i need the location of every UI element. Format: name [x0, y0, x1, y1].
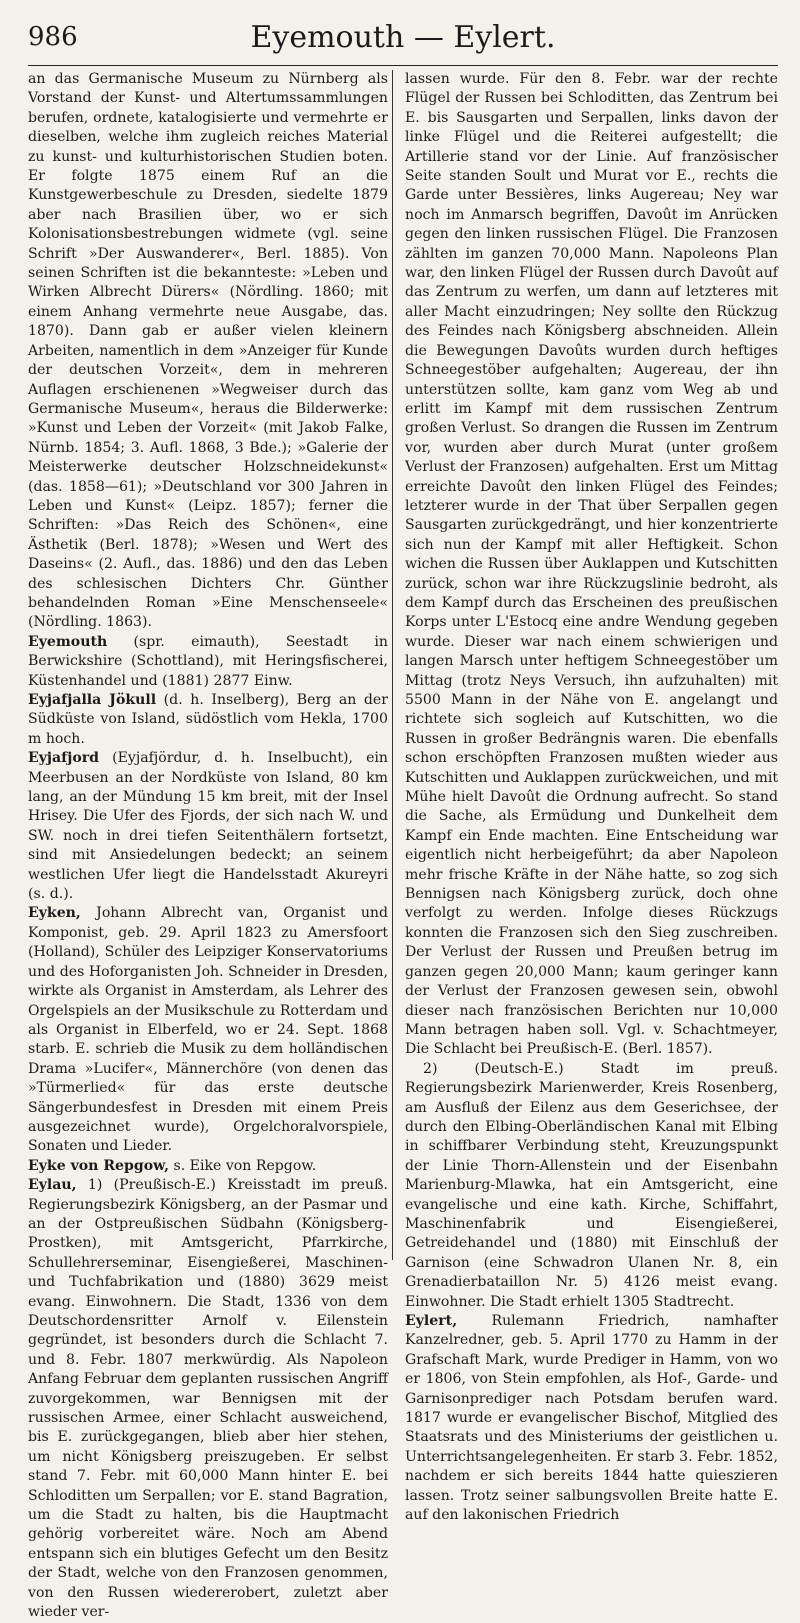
entry-eyjafjalla — [28, 691, 388, 749]
entry-eylau — [28, 1176, 388, 1622]
entry — [28, 70, 388, 633]
headword: Eyken, — [28, 905, 81, 922]
entry-text: an das Germanische Museum zu Nürnberg als Vorstand der Kunst- und Altertumssammlungen berufen, ordnete, katalogisierte und vermehrte er dieselben, welche ihm zugleich reiches Material zu kunst- und kulturhistorischen Studien boten. Er folgte 1875 einem Ruf an die Kunstgewerbeschule zu Dresden, siedelte 1879 aber nach Brasilien über, wo er sich Kolonisationsbestrebungen widmete (vgl. seine Schrift »Der Auswanderer«, Berl. 1885). Von seinen Schriften ist die bekannteste: »Leben und Wirken Albrecht Dürers« (Nördling. 1860; mit einem Anhang vermehrte neue Ausgabe, das. 1870). Dann gab er außer vielen kleinern Arbeiten, namentlich in dem »Anzeiger für Kunde der deutschen Vorzeit«, dem in mehreren Auflagen erschienenen »Wegweiser durch das Germanische Museum«, heraus die Bilderwerke: »Kunst und Leben der Vorzeit« (mit Jakob Falke, Nürnb. 1854; 3. Aufl. 1868, 3 Bde.); »Galerie der Meisterwerke deutscher Holzschneidekunst« (das. 1858—61); »Deutschland vor 300 Jahren in Leben und Kunst« (Leipz. 1857); ferner die Schriften: »Das Reich des Schönen«, eine Ästhetik (Berl. 1878); »Wesen und Wert des Daseins« (2. Aufl., das. 1886) und den das Leben des schlesischen Dichters Chr. Günther behandelnden Roman »Eine Menschenseele« (Nördling. 1863). — [28, 71, 388, 631]
headword: Eyjafjalla Jökull — [28, 692, 157, 708]
entry-text: Rulemann Friedrich, namhafter Kanzelredner, geb. 5. April 1770 zu Hamm in der Grafschaft Mark, wurde Prediger in Hamm, von wo er 1806, von Stein empfohlen, als Hof-, Garde- und Garnisonprediger nach Potsdam berufen ward. 1817 wurde er evangelischer Bischof, Mitglied des Staatsrats und des Ministeriums der geistlichen u. Unterrichtsangelegenheiten. Er starb 3. Febr. 1852, nachdem er sich bereits 1844 hatte quieszieren lassen. Trotz seiner salbungsvollen Breite hatte E. auf den lakonischen Friedrich — [405, 1313, 778, 1524]
entry-text: (Eyjafjördur, d. h. Inselbucht), ein Meerbusen an der Nordküste von Island, 80 km lang, an der Mündung 15 km breit, mit der Insel Hrisey. Die Ufer des Fjords, der sich nach W. und SW. noch in drei tiefen Seitenthälern fortsetzt, sind mit Ansiedelungen bedeckt; an seinem westlichen Ufer liegt die Handelsstadt Akureyri (s. d.). — [28, 750, 388, 903]
right-column — [405, 70, 778, 1525]
headword: Eylau, — [28, 1177, 77, 1194]
running-title: Eyemouth — Eylert. — [250, 20, 556, 55]
headword: Eyke von Repgow, — [28, 1157, 169, 1174]
entry-text: s. Eike von Repgow. — [169, 1157, 317, 1174]
headword: Eyjafjord — [28, 750, 100, 767]
entry-continuation — [405, 70, 778, 1060]
entry-eylau-2 — [405, 1060, 778, 1312]
entry-eyjafjord — [28, 749, 388, 904]
header-rule — [28, 65, 778, 66]
column-divider — [392, 70, 393, 1260]
entry-eyemouth — [28, 633, 388, 691]
page-number: 986 — [28, 22, 78, 52]
entry-eylert — [405, 1312, 778, 1525]
entry-text: (d. h. Inselberg), Berg an der Südküste von Island, südöstlich vom Hekla, 1700 m hoch. — [28, 692, 388, 747]
entry-text: lassen wurde. Für den 8. Febr. war der rechte Flügel der Russen bei Schloditten, das Zentrum bei E. bis Sausgarten und Serpallen, links davon der linke Flügel und die Reiterei aufgestellt; die Artillerie stand vor der Linie. Auf französischer Seite standen Soult und Murat vor E., rechts die Garde unter Bessières, links Augereau; Ney war noch im Anmarsch begriffen, Davoût im Anrücken gegen den linken russischen Flügel. Die Franzosen zählten im ganzen 70,000 Mann. Napoleons Plan war, den linken Flügel der Russen durch Davoût auf das Zentrum zu werfen, um dann auf letzteres mit aller Macht einzudringen; Ney sollte den Rückzug des Feindes nach Königsberg abschneiden. Allein die Bewegungen Davoûts wurden durch heftiges Schneegestöber aufgehalten; Augereau, der ihn unterstützen sollte, kam ganz vom Weg ab und erlitt im Kampf mit dem russischen Zentrum großen Verlust. So drangen die Russen im Zentrum vor, wurden aber durch Murat (unter großem Verlust der Franzosen) aufgehalten. Erst um Mittag erreichte Davoût den linken Flügel des Feindes; letzterer wurde in der That über Serpallen gegen Sausgarten zurückgedrängt, und hier konzentrierte sich nun der Kampf mit aller Heftigkeit. Schon wichen die Russen über Auklappen und Kutschitten zurück, schon war ihre Rückzugslinie bedroht, als dem Kampf durch das Erscheinen des preußischen Korps unter L'Estocq eine andre Wendung gegeben wurde. Dieser war nach einem schwierigen und langen Marsch unter heftigem Schneegestöber um Mittag (trotz Neys Versuch, ihn aufzuhalten) mit 5500 Mann in der Nähe von E. angelangt und richtete sich sogleich auf Kutschitten, wo die Russen in großer Bedrängnis waren. Die ebenfalls schon erschöpften Franzosen mußten wieder aus Kutschitten und Auklappen zurückweichen, und mit Mühe hielt Davoût die Ordnung aufrecht. So stand die Sache, als Ermüdung und Dunkelheit dem Kampf ein Ende machten. Eine Entscheidung war eigentlich nicht herbeigeführt; da aber Napoleon mehr frische Kräfte in der Nähe hatte, so zog sich Bennigsen nach Königsberg zurück, doch ohne verfolgt zu werden. Infolge dieses Rückzugs konnten die Franzosen sich den Sieg zuschreiben. Der Verlust der Russen und Preußen betrug im ganzen gegen 20,000 Mann; kaum geringer kann der Verlust der Franzosen gewesen sein, obwohl dieser nach französischen Berichten nur 10,000 Mann betragen haben soll. Vgl. v. Schachtmeyer, Die Schlacht bei Preußisch-E. (Berl. 1857). — [405, 71, 778, 1058]
entry-text: 2) (Deutsch-E.) Stadt im preuß. Regierungsbezirk Marienwerder, Kreis Rosenberg, am Ausfluß der Eilenz aus dem Geserichsee, der durch den Elbing-Oberländischen Kanal mit Elbing in schiffbarer Verbindung steht, Kreuzungspunkt der Linie Thorn-Allenstein und der Eisenbahn Marienburg-Mlawka, hat ein Amtsgericht, eine evangelische und eine kath. Kirche, Schiffahrt, Maschinenfabrik und Eisengießerei, Getreidehandel und (1880) mit Einschluß der Garnison (eine Schwadron Ulanen Nr. 8, ein Grenadierbataillon Nr. 5) 4126 meist evang. Einwohner. Die Stadt erhielt 1305 Stadtrecht. — [405, 1060, 778, 1310]
headword: Eylert, — [405, 1313, 458, 1329]
entry-text: (spr. eimauth), Seestadt in Berwickshire (Schottland), mit Heringsfischerei, Küstenhandel und (1881) 2877 Einw. — [28, 633, 388, 689]
entry-eyke — [28, 1157, 388, 1176]
entry-text: Johann Albrecht van, Organist und Komponist, geb. 29. April 1823 zu Amersfoort (Holland), Schüler des Leipziger Konservatoriums und des Hoforganisten Joh. Schneider in Dresden, wirkte als Organist in Amsterdam, als Lehrer des Orgelspiels an der Musikschule zu Rotterdam und als Organist in Elberfeld, wo er 24. Sept. 1868 starb. E. schrieb die Musik zu dem holländischen Drama »Lucifer«, Männerchöre (von denen das »Türmerlied« für das erste deutsche Sängerbundesfest in Dresden mit einem Preis ausgezeichnet wurde), Orgelchoralvorspiele, Sonaten und Lieder. — [28, 905, 388, 1155]
headword: Eyemouth — [28, 633, 108, 650]
entry-text: 1) (Preußisch-E.) Kreisstadt im preuß. Regierungsbezirk Königsberg, an der Pasmar und an der Ostpreußischen Südbahn (Königsberg-Prostken), mit Amtsgericht, Pfarrkirche, Schullehrerseminar, Eisengießerei, Maschinen- und Tuchfabrikation und (1880) 3629 meist evang. Einwohnern. Die Stadt, 1336 von dem Deutschordensritter Arnolf v. Eilenstein gegründet, ist besonders durch die Schlacht 7. und 8. Febr. 1807 merkwürdig. Als Napoleon Anfang Februar dem geplanten russischen Angriff zuvorgekommen, war Bennigsen mit der russischen Armee, einer Schlacht ausweichend, bis E. zurückgegangen, blieb aber hier stehen, um nicht Königsberg preiszugeben. Er selbst stand 7. Febr. mit 60,000 Mann hinter E. bei Schloditten um Serpallen; vor E. stand Bagration, um die Stadt zu halten, bis die Hauptmacht gehörig vorbereitet wäre. Noch am Abend entspann sich ein blutiges Gefecht um den Besitz der Stadt, welche von den Franzosen genommen, von den Russen wiedererobert, zuletzt aber wieder ver- — [28, 1177, 388, 1621]
entry-eyken — [28, 904, 388, 1156]
left-column — [28, 70, 388, 1623]
page-header — [28, 22, 778, 62]
